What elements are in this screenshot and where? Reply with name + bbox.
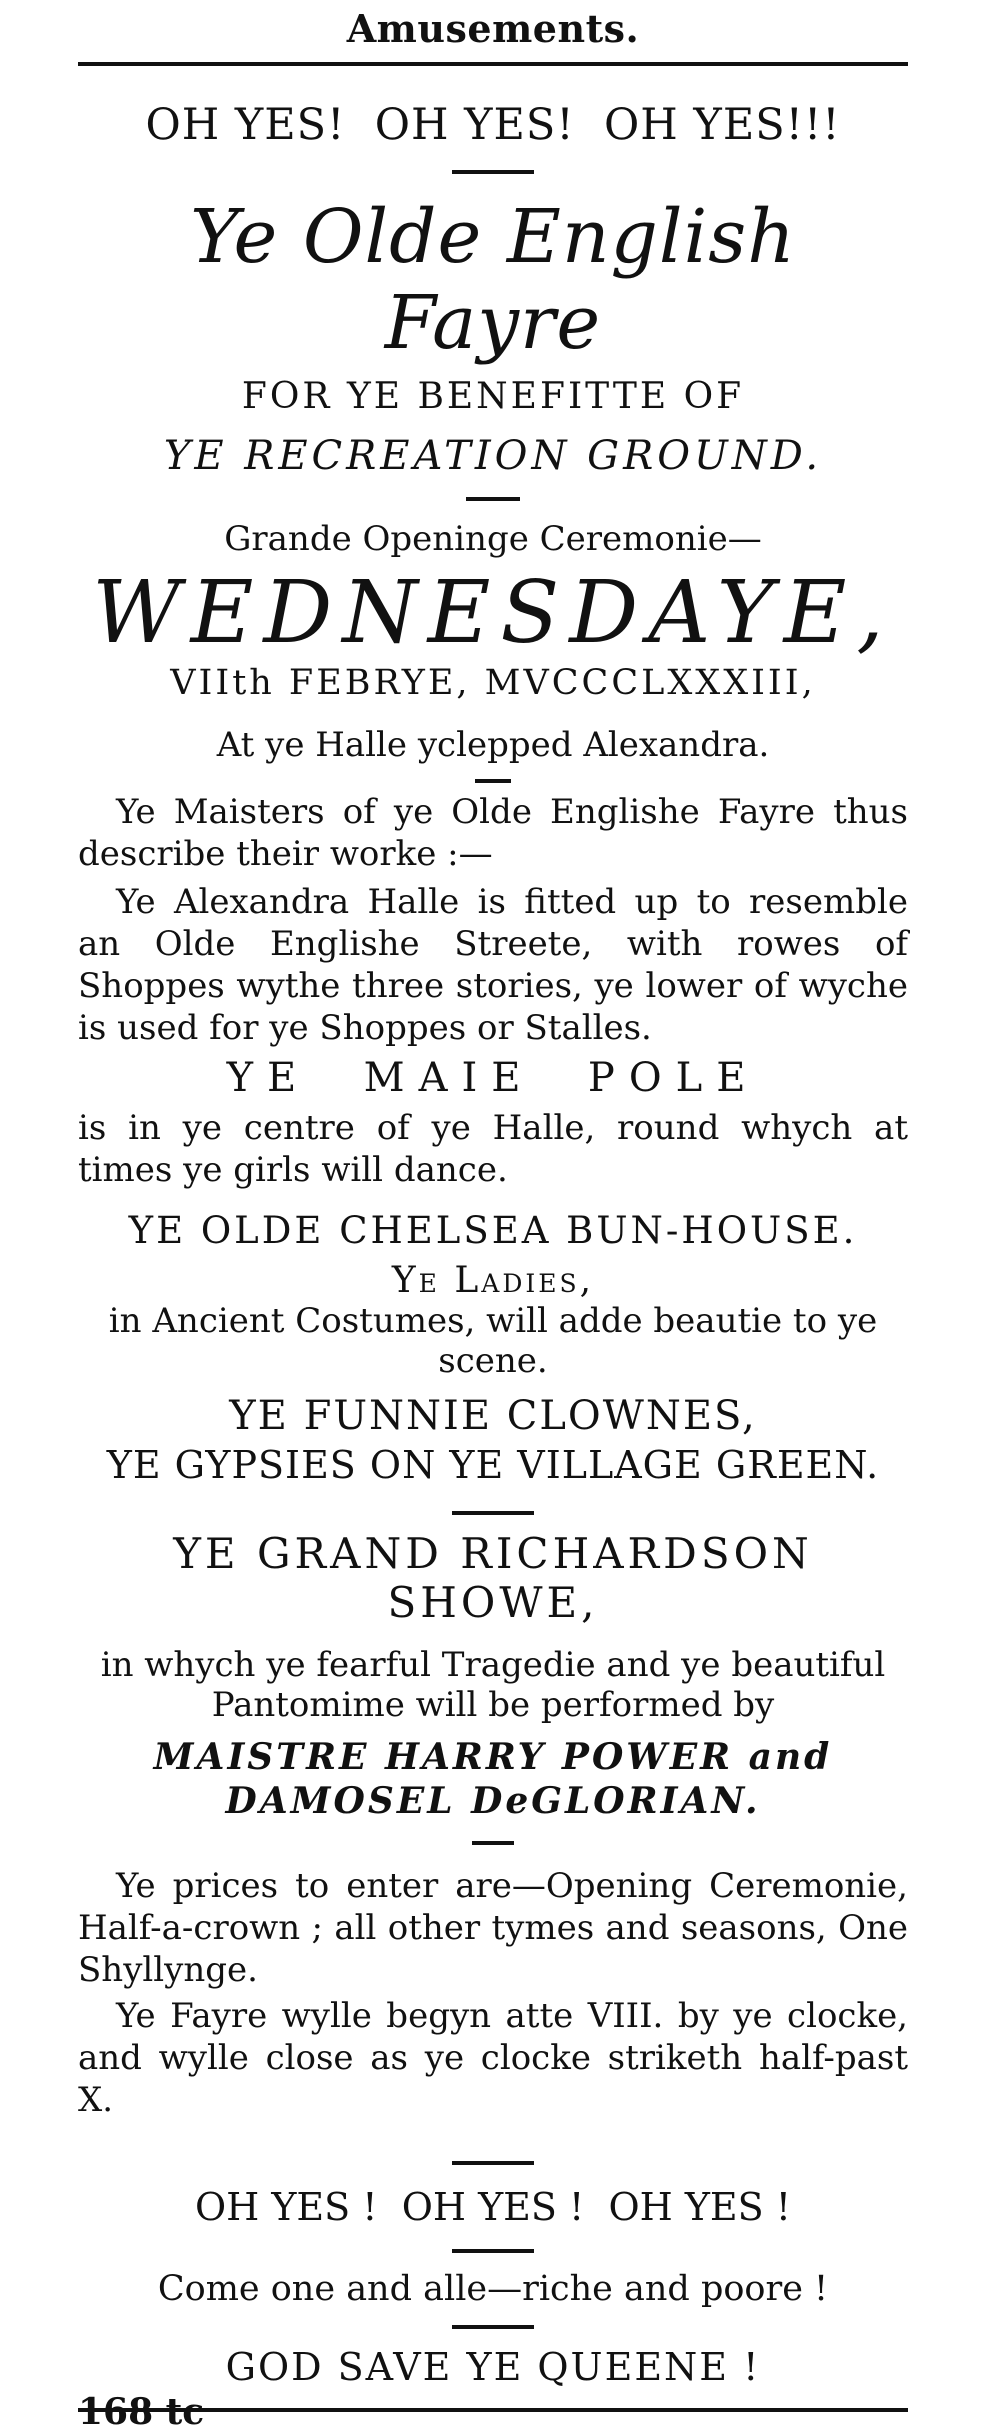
- divider: [452, 2325, 534, 2329]
- divider: [452, 170, 534, 174]
- cry-top: OH YES! OH YES! OH YES!!!: [145, 100, 841, 150]
- ad-reference: 168 tc: [78, 2391, 205, 2433]
- closing: GOD SAVE YE QUEENE !: [225, 2345, 761, 2389]
- divider: [452, 2161, 534, 2165]
- header-rule: [78, 62, 908, 66]
- gypsies: YE GYPSIES ON YE VILLAGE GREEN.: [106, 1443, 880, 1487]
- bun-house: YE OLDE CHELSEA BUN-HOUSE.: [128, 1209, 858, 1252]
- performers-line-2: DAMOSEL DeGLORIAN.: [225, 1780, 761, 1822]
- maie-pole-heading: YE MAIE POLE: [226, 1055, 760, 1101]
- divider: [466, 497, 520, 501]
- divider: [452, 1511, 534, 1515]
- clownes: YE FUNNIE CLOWNES,: [229, 1393, 757, 1439]
- divider: [472, 1841, 514, 1845]
- opening-date: VIIth FEBRYE, MVCCCLXXXIII,: [170, 663, 816, 703]
- ladies-text: in Ancient Costumes, will adde beautie to ye scene.: [108, 1301, 878, 1381]
- benefit-line-1: FOR YE BENEFITTE OF: [241, 376, 745, 417]
- footer-rule: [78, 2408, 908, 2412]
- ladies-heading: Ye Ladies,: [391, 1260, 595, 1301]
- showe-heading-1: YE GRAND RICHARDSON: [173, 1529, 813, 1578]
- showe-text: in whych ye fearful Tragedie and ye beautiful Pantomime will be performed by: [100, 1645, 886, 1725]
- venue: At ye Halle yclepped Alexandra.: [216, 725, 770, 765]
- performers-line-1: MAISTRE HARRY POWER and: [153, 1736, 833, 1778]
- opening-day: WEDNESDAYE,: [92, 563, 894, 663]
- fair-title: Ye Olde English Fayre: [190, 194, 796, 366]
- divider: [475, 779, 511, 783]
- showe-heading-2: SHOWE,: [387, 1578, 599, 1627]
- maisters-intro: Ye Maisters of ye Olde Englishe Fayre thus describe their worke :—: [78, 792, 908, 874]
- section-header: Amusements.: [346, 6, 640, 51]
- opening-label: Grande Openinge Ceremonie—: [224, 519, 762, 559]
- maie-pole-text: is in ye centre of ye Halle, round whych at times ye girls will dance.: [78, 1108, 908, 1190]
- benefit-line-2: YE RECREATION GROUND.: [163, 433, 823, 479]
- hours: Ye Fayre wylle begyn atte VIII. by ye clocke, and wylle close as ye clocke striketh half-past X.: [78, 1996, 908, 2120]
- divider: [452, 2249, 534, 2253]
- prices: Ye prices to enter are—Opening Ceremonie, Half-a-crown ; all other tymes and seasons, One Shyllynge.: [78, 1866, 908, 1990]
- hall-description: Ye Alexandra Halle is fitted up to resemble an Olde Englishe Streete, with rowes of Shoppes wythe three stories, ye lower of wyche is used for ye Shoppes or Stalles.: [78, 882, 908, 1048]
- invitation: Come one and alle—riche and poore !: [157, 2269, 829, 2309]
- cry-bottom: OH YES ! OH YES ! OH YES !: [194, 2185, 792, 2229]
